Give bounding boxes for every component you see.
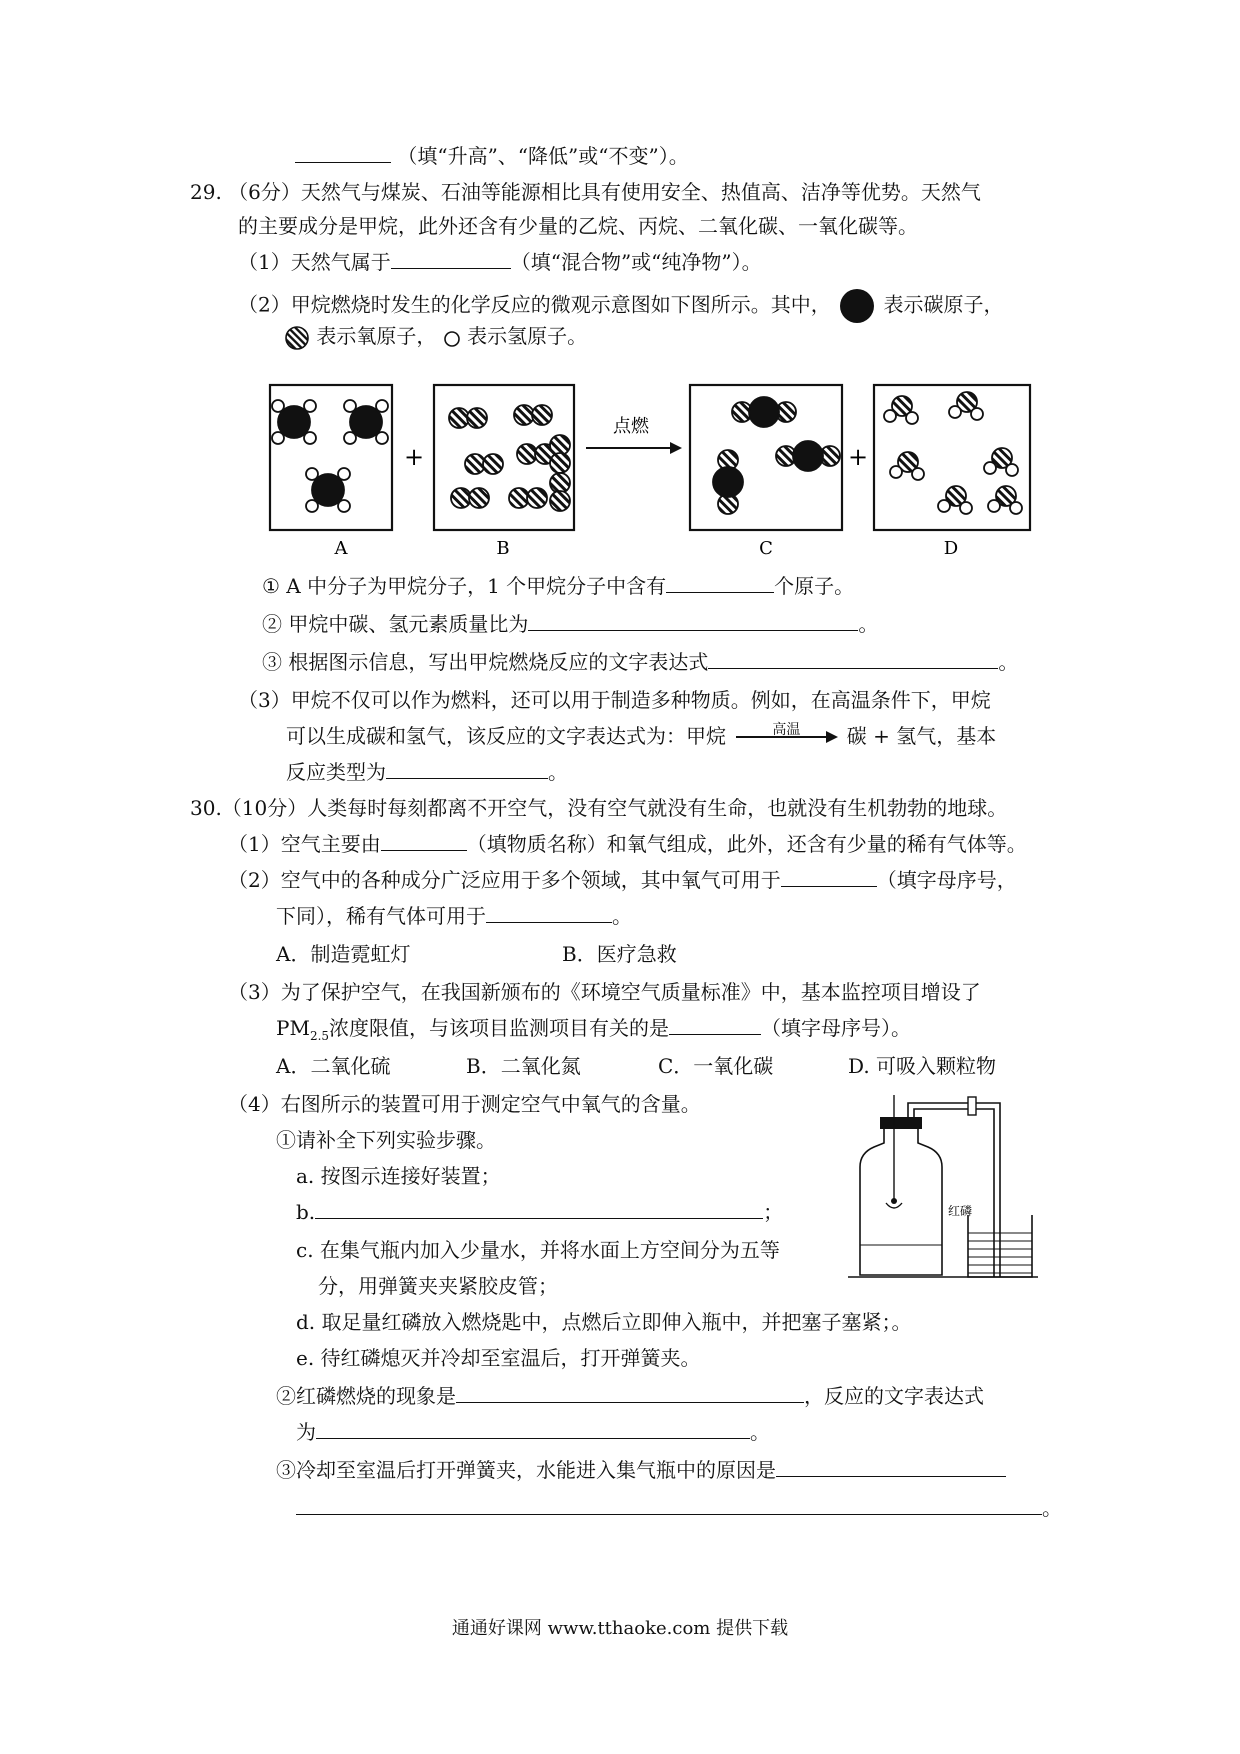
q30-part4-d: d. 取足量红磷放入燃烧匙中，点燃后立即伸入瓶中，并把塞子塞紧；。 — [296, 1310, 912, 1334]
hydrogen-atom — [960, 502, 972, 514]
label-d: D — [943, 538, 959, 559]
hydrogen-atom — [938, 500, 950, 512]
oxygen-atom — [527, 488, 547, 508]
answer-blank[interactable] — [781, 866, 877, 887]
q30-part4-e: e. 待红磷熄灭并冷却至室温后，打开弹簧夹。 — [296, 1346, 701, 1370]
carbon-atom-legend-icon — [837, 288, 877, 324]
q29-part2: （2）甲烷燃烧时发生的化学反应的微观示意图如下图所示。其中， 表示碳原子， — [238, 288, 1003, 324]
page-footer: 通通好课网 www.tthaoke.com 提供下载 — [451, 1618, 789, 1639]
q29-sub1: ① A 中分子为甲烷分子，1 个甲烷分子中含有 个原子。 — [262, 574, 855, 598]
hydrogen-atom — [376, 400, 388, 412]
hydrogen-atom — [1006, 464, 1018, 476]
carbon-atom — [713, 467, 743, 497]
q29-part3-2: 可以生成碳和氢气，该反应的文字表达式为：甲烷 高温 碳 + 氢气，基本 — [286, 722, 997, 748]
methane-combustion-diagram — [258, 380, 1118, 560]
label-b: B — [496, 538, 510, 559]
answer-blank[interactable] — [391, 248, 511, 269]
hydrogen-atom — [338, 500, 350, 512]
hydrogen-atom — [906, 412, 918, 424]
q30-part2-option-b: B．医疗急救 — [562, 942, 677, 966]
q30-part1: （1）空气主要由 （填物质名称）和氧气组成，此外，还含有少量的稀有气体等。 — [228, 832, 1027, 856]
q30-part4: （4）右图所示的装置可用于测定空气中氧气的含量。 — [228, 1092, 701, 1116]
reaction-arrow-head — [670, 442, 682, 454]
answer-blank[interactable] — [666, 572, 774, 593]
q30-part3-1: （3）为了保护空气，在我国新颁布的《环境空气质量标准》中，基本监控项目增设了 — [228, 980, 981, 1004]
q30-part4-step2: ②红磷燃烧的现象是 ，反应的文字表达式 — [276, 1384, 984, 1408]
arrow-label: 点燃 — [613, 416, 649, 437]
hydrogen-atom — [1010, 502, 1022, 514]
q30-part4-c2: 分，用弹簧夹夹紧胶皮管； — [318, 1274, 558, 1298]
oxygen-atom — [550, 473, 570, 493]
oxygen-atom — [550, 435, 570, 455]
fill-line-0: （填“升高”、“降低”或“不变”）。 — [295, 142, 689, 170]
hydrogen-atom — [304, 432, 316, 444]
oxygen-atom — [483, 454, 503, 474]
q30-intro: 30.（10分）人类每时每刻都离不开空气，没有空气就没有生命，也就没有生机勃勃的地球。 — [190, 796, 1008, 820]
label-a: A — [334, 538, 348, 559]
hydrogen-atom — [984, 462, 996, 474]
hydrogen-atom — [884, 410, 896, 422]
oxygen-atom — [467, 408, 487, 428]
hydrogen-atom — [971, 408, 983, 420]
hydrogen-atom-legend-icon — [443, 329, 461, 347]
answer-blank[interactable] — [316, 1418, 750, 1439]
answer-blank[interactable] — [296, 1494, 1042, 1515]
answer-blank[interactable] — [528, 610, 858, 631]
oxygen-atom — [449, 408, 469, 428]
hydrogen-atom — [988, 500, 1000, 512]
oxygen-atom — [517, 444, 537, 464]
q30-part2-option-a: A．制造霓虹灯 — [276, 942, 411, 966]
hydrogen-atom — [306, 500, 318, 512]
q30-part3-option-a: A．二氧化硫 — [276, 1054, 391, 1078]
hydrogen-atom — [376, 432, 388, 444]
q30-part4-step1: ①请补全下列实验步骤。 — [276, 1128, 496, 1152]
q29-intro-1: 29. （6分）天然气与煤炭、石油等能源相比具有使用安全、热值高、洁净等优势。天然气 — [190, 180, 981, 204]
q30-part4-step3-b: 。 — [296, 1494, 1062, 1522]
high-temp-arrow: 高温 — [732, 722, 840, 750]
q29-sub3: ③ 根据图示信息，写出甲烷燃烧反应的文字表达式 。 — [262, 650, 1019, 674]
hydrogen-atom — [272, 400, 284, 412]
label-c: C — [759, 538, 773, 559]
hydrogen-atom — [949, 406, 961, 418]
oxygen-atom — [469, 488, 489, 508]
hydrogen-atom — [344, 432, 356, 444]
hydrogen-atom — [304, 400, 316, 412]
q30-part3-option-b: B．二氧化氮 — [466, 1054, 581, 1078]
q30-part4-a: a. 按图示连接好装置； — [296, 1164, 501, 1188]
answer-blank[interactable] — [776, 1456, 1006, 1477]
q29-part1: （1）天然气属于 （填“混合物”或“纯净物”）。 — [238, 250, 762, 274]
oxygen-atom — [509, 488, 529, 508]
answer-blank[interactable] — [486, 902, 612, 923]
hydrogen-atom — [306, 468, 318, 480]
q30-part3-option-d: D. 可吸入颗粒物 — [848, 1054, 997, 1078]
stopper — [880, 1117, 922, 1129]
q30-part4-c1: c. 在集气瓶内加入少量水，并将水面上方空间分为五等 — [296, 1238, 780, 1262]
q30-part3-2: $PM_{2.5}$浓度限值，与该项目监测项目有关的是 （填字母序号）。 — [276, 1016, 912, 1043]
answer-blank[interactable] — [381, 830, 467, 851]
q30-part2-1: （2）空气中的各种成分广泛应用于多个领域，其中氧气可用于 （填字母序号， — [228, 868, 1017, 892]
oxygen-atom — [465, 454, 485, 474]
plus-sign-1: + — [403, 443, 425, 471]
q29-part3-3: 反应类型为 。 — [286, 760, 568, 784]
q29-part2-legend: 表示氧原子， 表示氢原子。 — [284, 322, 587, 351]
red-phosphorus-label: 红磷 — [948, 1204, 973, 1218]
oxygen-atom — [550, 491, 570, 511]
answer-blank[interactable] — [456, 1382, 804, 1403]
answer-blank[interactable] — [315, 1198, 763, 1219]
answer-blank[interactable] — [386, 758, 548, 779]
oxygen-atom — [532, 405, 552, 425]
carbon-atom — [749, 397, 779, 427]
gas-bottle — [860, 1127, 942, 1275]
q29-intro-2: 的主要成分是甲烷，此外还含有少量的乙烷、丙烷、二氧化碳、一氧化碳等。 — [238, 214, 918, 238]
hydrogen-atom — [272, 432, 284, 444]
hydrogen-atom — [344, 400, 356, 412]
answer-blank[interactable] — [669, 1014, 761, 1035]
hydrogen-atom — [912, 468, 924, 480]
hydrogen-atom — [890, 466, 902, 478]
q30-part4-step3: ③冷却至室温后打开弹簧夹，水能进入集气瓶中的原因是 — [276, 1456, 1006, 1484]
answer-blank[interactable] — [295, 142, 391, 163]
answer-blank[interactable] — [708, 648, 998, 669]
q30-part2-2: 下同），稀有气体可用于 。 — [276, 904, 632, 928]
arrow-icon — [732, 730, 840, 744]
q29-part3-1: （3）甲烷不仅可以作为燃料，还可以用于制造多种物质。例如，在高温条件下，甲烷 — [238, 688, 991, 712]
oxygen-atom — [514, 405, 534, 425]
red-phosphorus — [891, 1198, 897, 1204]
spring-clip[interactable] — [968, 1097, 976, 1115]
q30-part4-step2-b: 为 。 — [296, 1420, 770, 1444]
q30-part3-option-c: C．一氧化碳 — [658, 1054, 774, 1078]
q29-sub2: ② 甲烷中碳、氢元素质量比为 。 — [262, 612, 879, 636]
oxygen-atom-legend-icon — [284, 325, 310, 351]
carbon-atom — [793, 441, 823, 471]
hydrogen-atom — [338, 468, 350, 480]
oxygen-measurement-apparatus — [848, 1095, 1038, 1285]
q30-part4-b: b. ； — [296, 1200, 784, 1224]
oxygen-atom — [451, 488, 471, 508]
oxygen-atom — [550, 453, 570, 473]
plus-sign-2: + — [847, 443, 869, 471]
